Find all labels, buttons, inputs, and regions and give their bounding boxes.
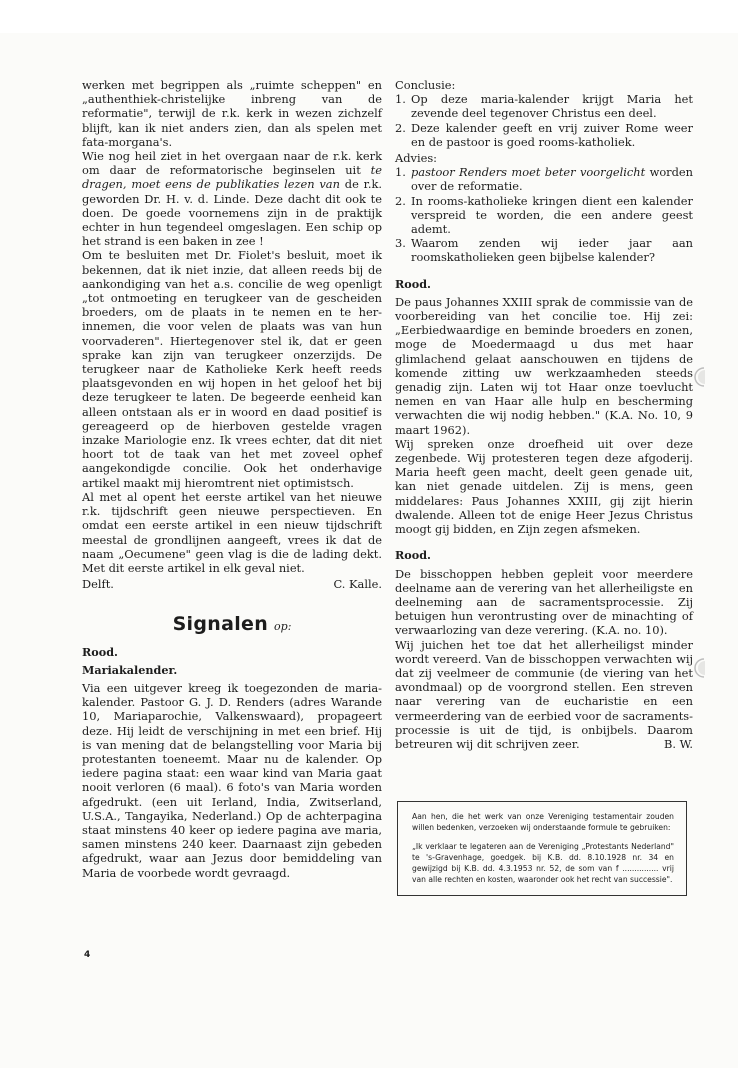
list-item: 2. In rooms-katholieke kringen dient een kalender verspreid te worden, die een andere geest ademt. [395,193,693,237]
signalen-op-handwritten: op: [274,620,292,634]
paragraph-fiolet: Om te besluiten met Dr. Fiolet's besluit, moet ik bekennen, dat ik niet inzie, dat alleen reeds bij de aankondiging van het a.s. concilie de weg openligt „tot ontmoeting en terugkeer van de gescheiden broeders, om de plaats in te nemen en te her-innemen, die voor velen de plaats was van hun voorvaderen". Hiertegenover stel ik, dat er geen sprake kan zijn van terugkeer onzerzijds. De terugkeer naar de Katholieke Kerk heeft reeds plaatsgevonden en wij hopen in het geloof het bij deze terugkeer te laten. De begeerde eenheid kan alleen ontstaan als er in woord en daad positief is gereageerd op de hierboven gestelde vragen inzake Mariologie enz. Ik vrees echter, dat dit niet hoort tot de taak van het met zoveel ophef aangekondigde concilie. Ook het onderhavige artikel maakt mij hieromtrent niet optimistsch. [82,248,382,490]
paragraph-oecumene: Al met al opent het eerste artikel van het nieuwe r.k. tijdschrift geen nieuwe perspectieven. En omdat een eerste artikel in een nieuw tijdschrift meestal de grondlijnen aangeeft, vrees ik dat de naam „Oecumene" geen vlag is die de lading dekt. Met dit eerste artikel in elk geval niet. [82,489,382,575]
paragraph-linde-end: de r.k. geworden Dr. H. v. d. Linde. Deze dacht dit ook te doen. De goede voornemens zijn in de praktijk echter in hun tegendeel omgeslagen. Een schip op het strand is een baken in zee ! [82,177,382,249]
paragraph-linde-italic: te dragen, moet eens de publikaties lezen van [82,163,382,192]
conclusie-label: Conclusie: [395,78,456,92]
signature-bw: B. W. [664,736,693,751]
left-column [82,78,382,880]
signature-name: C. Kalle. [333,577,382,592]
rood-bisschoppen-paragraph: De bisschoppen hebben gepleit voor meerdere deelname aan de verering van het allerheiligste en deelneming aan de sacramentsprocessie. Zij betuigen hun verontrusting over de minachting of verwaarlozing van deze verering. (K.A. no. 10). [395,566,693,638]
conclusie-list [395,92,693,149]
advies-list [395,165,693,264]
advies-label: Advies: [395,151,438,166]
rood-paus-paragraph: De paus Johannes XXIII sprak de commissie van de voorbereiding van het concilie toe. Hij zei: „Eerbiedwaardige en beminde broeders en zonen, moge de Moedermaagd u dus met haar glimlachend gelaat aanschouwen en tijdens de komende zitting uw werkzaamheden steeds genadig zijn. Laten wij tot Haar onze toevlucht nemen en van Haar alle hulp en bescherming verwachten die wij nodig hebben." (K.A. No. 10, 9 maart 1962). [395,294,693,437]
notice-intro: Aan hen, die het werk van onze Vereniging testamentair zouden willen bedenken, verzoeken wij onderstaande formule te gebruiken: [412,812,674,832]
list-item: 3. Waarom zenden wij ieder jaar aan roomskatholieken geen bijbelse kalender? [395,236,693,265]
list-item: 2. Deze kalender geeft en vrij zuiver Rome weer en de pastoor is goed rooms-katholiek. [395,120,693,149]
signalen-title: Signalen [172,613,269,636]
legacy-notice-box [397,801,687,896]
paragraph-linde-start: Wie nog heil ziet in het overgaan naar de r.k. kerk om daar de reformatorische beginselen uit [82,149,382,178]
list-item: 1. Op deze maria-kalender krijgt Maria het zevende deel tegenover Christus een deel. [395,92,693,121]
signalen-heading [82,613,382,636]
punch-hole-icon [694,367,710,387]
rood-label: Rood. [82,644,118,659]
mariakalender-title: Mariakalender. [82,662,178,677]
page-number: 4 [84,950,91,960]
rood-protest-paragraph: Wij spreken onze droefheid uit over deze zegenbede. Wij protesteren tegen deze afgoderij. Maria heeft geen macht, deelt geen genade uit, kan niet genade uitdelen. Zij is mens, geen middelares: Paus Johannes XXIII, gij zijt hierin dwalende. Alleen tot de enige Heer Jezus Christus moogt gij bidden, en Zijn zegen afsmeken. [395,436,693,537]
rood-juichen-paragraph: Wij juichen het toe dat het allerheiligst minder wordt vereerd. Van de bisschoppen verwachten wij dat zij veelmeer de communie (de viering van het avondmaal) op de voorgrond stellen. Een streven naar verering van de eucharistie en een vermeerdering van de eerbied voor de sacraments-processie is uit de tijd, is onbijbels. Daarom betreuren wij dit schrijven zeer. B. W. [395,637,693,751]
mariakalender-text: Via een uitgever kreeg ik toegezonden de maria-kalender. Pastoor G. J. D. Renders (adres Warande 10, Mariaparochie, Valkenswaard), propageert deze. Hij leidt de verschijning in met een brief. Hij is van mening dat de belangstelling voor Maria bij protestanten toeneemt. Maar nu de kalender. Op iedere pagina staat: een waar kind van Maria gaat nooit verloren (6 maal). 6 foto's van Maria worden afgedrukt. (een uit Ierland, India, Zwitserland, U.S.A., Tangayika, Nederland.) Op de achterpagina staat minstens 40 keer op iedere pagina ave maria, samen minstens 240 keer. Daarnaast zijn gebeden afgedrukt, waar aan Jezus door bemiddeling van Maria de voorbede wordt gevraagd. [82,680,382,880]
paragraph-linde [82,149,382,248]
notice-formula: „Ik verklaar te legateren aan de Vereniging „Protestants Nederland" te 's-Gravenhage, goedgek. bij K.B. dd. 8.10.1928 nr. 34 en gewijzigd bij K.B. dd. 4.3.1953 nr. 52, de som van f ............... vrij van alle rechten en kosten, waaronder ook het recht van successie". [412,842,674,884]
signature-line [82,577,382,591]
right-column [395,78,693,751]
intro-paragraph: werken met begrippen als „ruimte scheppen" en „authenthiek-christelijke inbreng van de reformatie", terwijl de r.k. kerk in wezen zichzelf blijft, kan ik niet anders zien, dan als spelen met fata-morgana's. [82,78,382,149]
rood-label: Rood. [395,548,431,563]
rood-label: Rood. [395,276,431,291]
list-item: 1. pastoor Renders moet beter voorgelicht worden over de reformatie. [395,165,693,194]
punch-hole-icon [694,658,710,678]
signature-place: Delft. [82,577,114,592]
